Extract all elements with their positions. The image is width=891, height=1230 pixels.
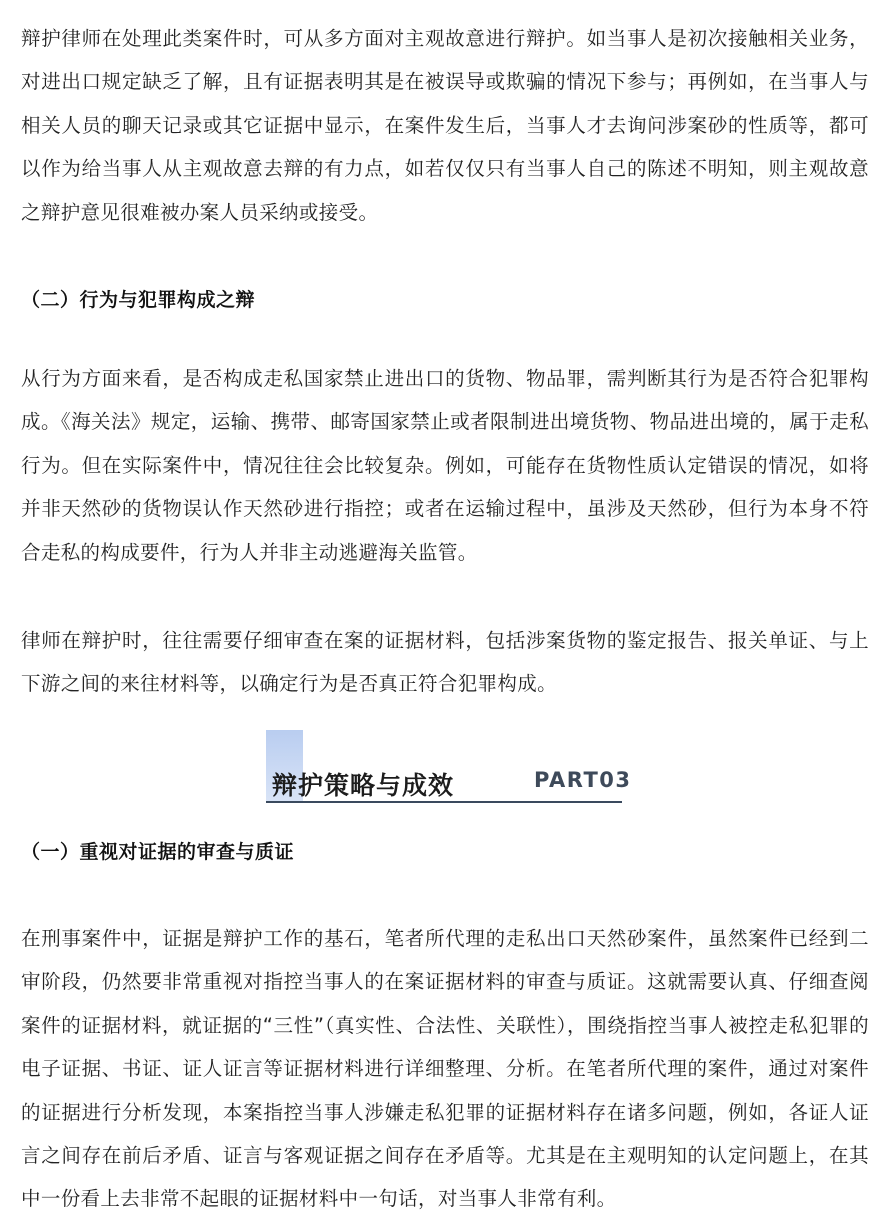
paragraph-evidence-review: 律师在辩护时，往往需要仔细审查在案的证据材料，包括涉案货物的鉴定报告、报关单证、与上下游之间的来往材料等，以确定行为是否真正符合犯罪构成。 [21,629,869,696]
paragraph-evidence: 在刑事案件中，证据是辩护工作的基石，笔者所代理的走私出口天然砂案件，虽然案件已经到二审阶段，仍然要非常重视对指控当事人的在案证据材料的审查与质证。这就需要认真、仔细查阅案件的证据材料，就证据的“三性”（真实性、合法性、关联性），围绕指控当事人被控走私犯罪的电子证据、书证、证人证言等证据材料进行详细整理、分析。在笔者所代理的案件，通过对案件的证据进行分析发现，本案指控当事人涉嫌走私犯罪的证据材料存在诸多问题，例如，各证人证言之间存在前后矛盾、证言与客观证据之间存在矛盾等。尤其是在主观明知的认定问题上，在其中一份看上去非常不起眼的证据材料中一句话，对当事人非常有利。 [21,927,869,1211]
part-title: 辩护策略与成效 [272,771,455,800]
part-label: PART03 [534,768,632,792]
paragraph-subjective-intent: 辩护律师在处理此类案件时，可从多方面对主观故意进行辩护。如当事人是初次接触相关业务，对进出口规定缺乏了解，且有证据表明其是在被误导或欺骗的情况下参与；再例如，在当事人与相关人员的聊天记录或其它证据中显示，在案件发生后，当事人才去询问涉案砂的性质等，都可以作为给当事人从主观故意去辩的有力点，如若仅仅只有当事人自己的陈述不明知，则主观故意之辩护意见很难被办案人员采纳或接受。 [21,27,869,224]
section-heading-evidence: （一）重视对证据的审查与质证 [21,841,295,863]
section-heading-conduct: （二）行为与犯罪构成之辩 [21,289,256,311]
paragraph-conduct: 从行为方面来看，是否构成走私国家禁止进出口的货物、物品罪，需判断其行为是否符合犯罪构成。《海关法》规定，运输、携带、邮寄国家禁止或者限制进出境货物、物品进出境的，属于走私行为。但在实际案件中，情况往往会比较复杂。例如，可能存在货物性质认定错误的情况，如将并非天然砂的货物误认作天然砂进行指控；或者在运输过程中，虽涉及天然砂，但行为本身不符合走私的构成要件，行为人并非主动逃避海关监管。 [21,367,869,564]
part-banner [266,730,632,804]
part-underline [266,801,622,803]
